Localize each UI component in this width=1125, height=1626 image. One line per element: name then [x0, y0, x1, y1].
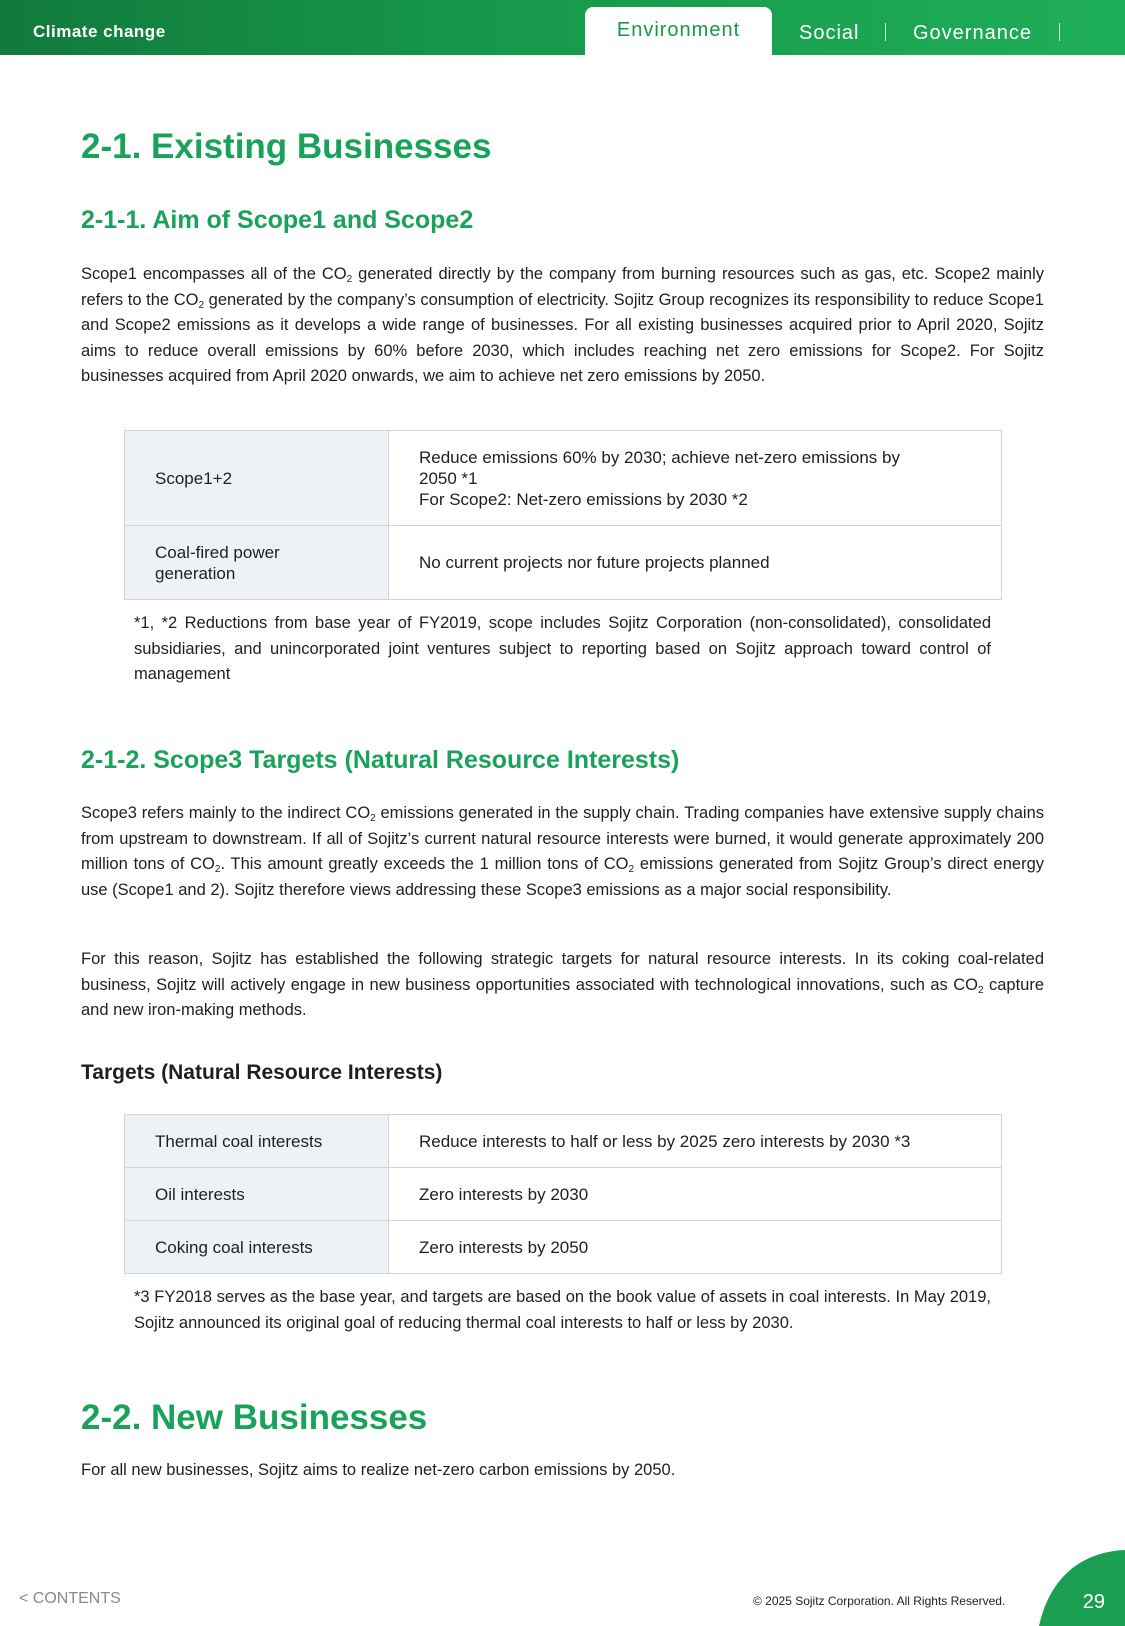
scope12-table — [124, 430, 1002, 600]
tab-environment[interactable]: Environment — [585, 7, 772, 55]
table-value-cell: Reduce interests to half or less by 2025 zero interests by 2030 *3 — [389, 1115, 1002, 1168]
heading-new-businesses: 2-2. New Businesses — [81, 1398, 428, 1437]
heading-targets-natural-resources: Targets (Natural Resource Interests) — [81, 1061, 443, 1084]
header-bar — [0, 0, 1125, 55]
heading-scope3-targets: 2-1-2. Scope3 Targets (Natural Resource Interests) — [81, 746, 680, 774]
table-value-cell: No current projects nor future projects planned — [389, 526, 1002, 600]
contents-link[interactable]: < CONTENTS — [19, 1590, 121, 1607]
paragraph-new-businesses: For all new businesses, Sojitz aims to realize net-zero carbon emissions by 2050. — [81, 1461, 676, 1479]
table-label-cell: Oil interests — [125, 1168, 389, 1221]
table-row — [125, 431, 1002, 526]
heading-scope1-scope2: 2-1-1. Aim of Scope1 and Scope2 — [81, 206, 474, 234]
table-value-cell: Zero interests by 2030 — [389, 1168, 1002, 1221]
table-row — [125, 1115, 1002, 1168]
tab-divider — [885, 23, 886, 41]
table-label-cell: Scope1+2 — [125, 431, 389, 526]
table-row — [125, 1221, 1002, 1274]
heading-existing-businesses: 2-1. Existing Businesses — [81, 127, 492, 166]
paragraph-scope3: Scope3 refers mainly to the indirect $CO_2$ emissions generated in the supply chain. Trading companies have extensive supply chains from upstream to downstream. If all of Sojitz’s current natural resource interests were burned, it would generate approximately 200 million tons of $CO_2$. This amount greatly exceeds the 1 million tons of $CO_2$ emissions generated from Sojitz Group’s direct energy use (Scope1 and 2). Sojitz therefore views addressing these Scope3 emissions as a major social responsibility. — [81, 804, 1044, 899]
section-label: Climate change — [33, 22, 166, 41]
table-label-cell: Coal-fired power generation — [125, 526, 389, 600]
table-value-cell: Zero interests by 2050 — [389, 1221, 1002, 1274]
table-label-cell: Coking coal interests — [125, 1221, 389, 1274]
table-row — [125, 526, 1002, 600]
tab-divider — [1059, 23, 1060, 41]
footnote-scope12: *1, *2 Reductions from base year of FY2019, scope includes Sojitz Corporation (non-consolidated), consolidated subsidiaries, and unincorporated joint ventures subject to reporting based on Sojitz approach toward control of management — [134, 614, 991, 683]
page-number: 29 — [1082, 1591, 1105, 1613]
paragraph-strategic-targets: For this reason, Sojitz has established the following strategic targets for natural resource interests. In its coking coal-related business, Sojitz will actively engage in new business opportunities associated with technological innovations, such as $CO_2$ capture and new iron-making methods. — [81, 950, 1045, 1019]
table-row — [125, 1168, 1002, 1221]
table-label-cell: Thermal coal interests — [125, 1115, 389, 1168]
footnote-targets: *3 FY2018 serves as the base year, and targets are based on the book value of assets in coal interests. In May 2019, Sojitz announced its original goal of reducing thermal coal interests to half or less by 2030. — [134, 1288, 991, 1332]
page-number-badge — [1039, 1550, 1125, 1626]
paragraph-scope1-scope2: Scope1 encompasses all of the $CO_2$ generated directly by the company from burning resources such as gas, etc. Scope2 mainly refers to the $CO_2$ generated by the company’s consumption of electricity. Sojitz Group recognizes its responsibility to reduce Scope1 and Scope2 emissions as it develops a wide range of businesses. For all existing businesses acquired prior to April 2020, Sojitz aims to reduce overall emissions by 60% before 2030, which includes reaching net zero emissions for Scope2. For Sojitz businesses acquired from April 2020 onwards, we aim to achieve net zero emissions by 2050. — [81, 265, 1044, 385]
tab-governance[interactable]: Governance — [913, 22, 1032, 44]
targets-table — [124, 1114, 1002, 1274]
copyright-text: © 2025 Sojitz Corporation. All Rights Reserved. — [753, 1594, 1006, 1608]
table-value-cell: Reduce emissions 60% by 2030; achieve net-zero emissions by 2050 *1 For Scope2: Net-zero emissions by 2030 *2 — [389, 431, 1002, 526]
tab-social[interactable]: Social — [799, 22, 860, 44]
